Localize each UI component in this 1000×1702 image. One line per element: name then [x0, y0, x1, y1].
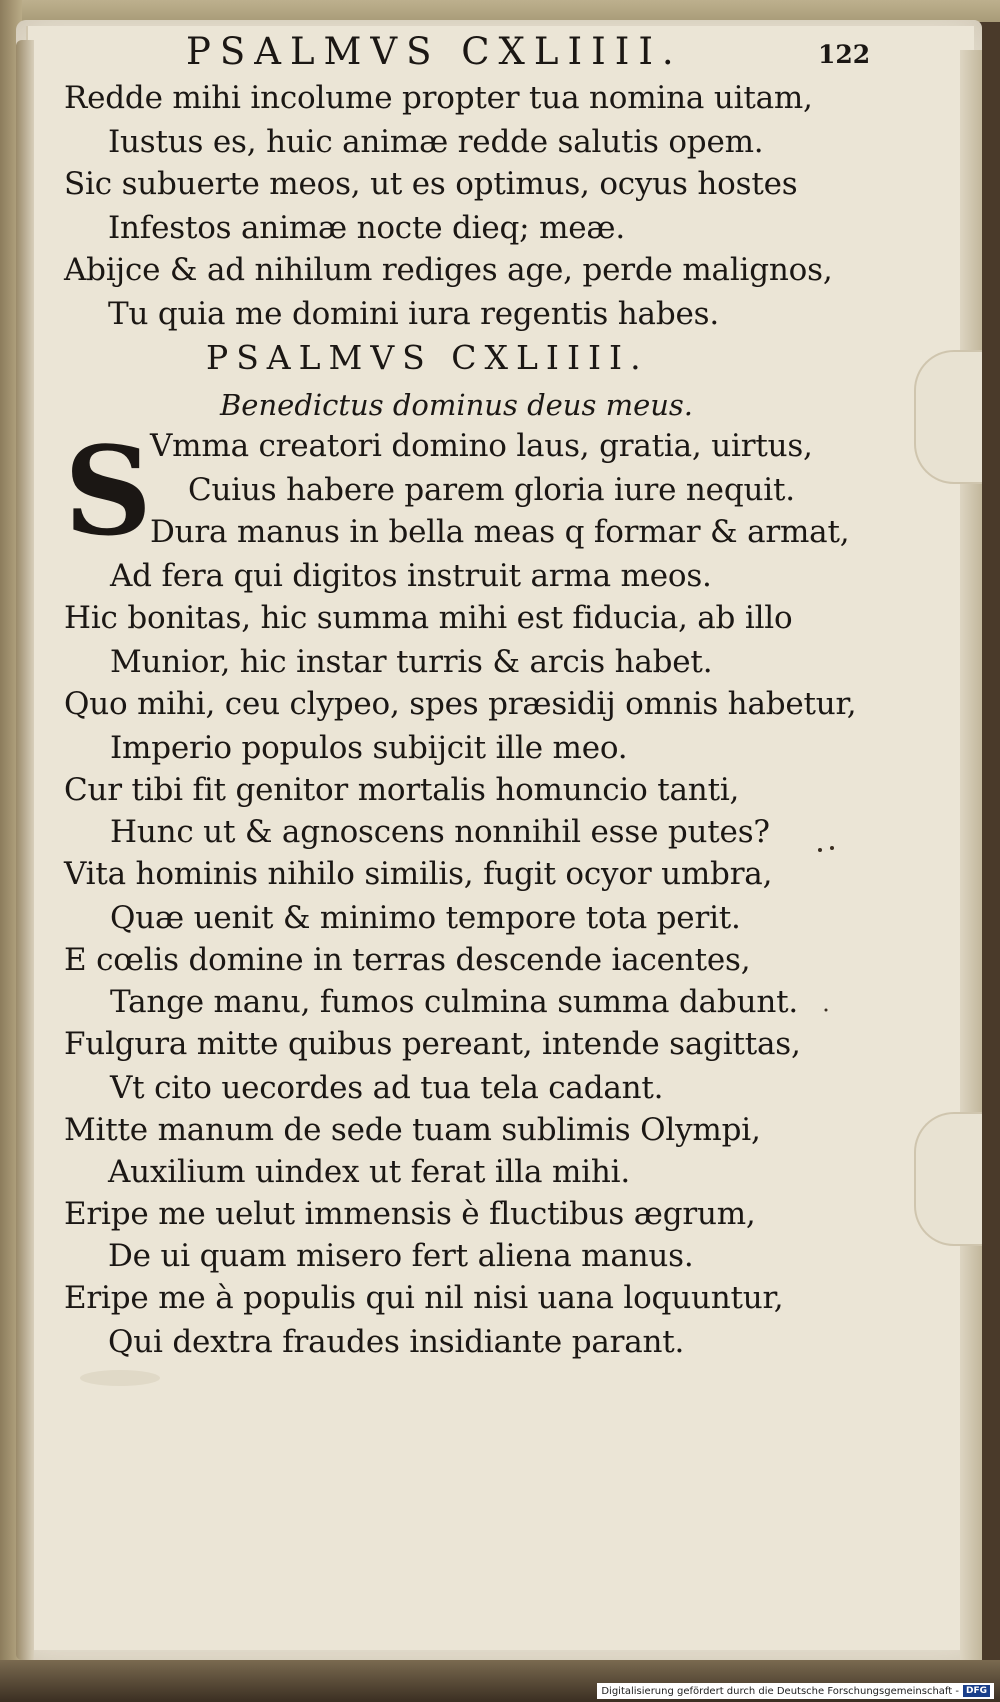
book-board-top — [0, 0, 1000, 22]
scan-footer — [0, 1660, 1000, 1702]
verse-line: Hic bonitas, hic summa mihi est fiducia, ab illo — [64, 600, 793, 636]
verse-line: Quo mihi, ceu clypeo, spes præsidij omnis habetur, — [64, 686, 857, 722]
verse-line: Tu quia me domini iura regentis habes. — [108, 296, 719, 332]
verse-line: Auxilium uindex ut ferat illa mihi. — [108, 1154, 630, 1190]
psalm-title: PSALMVS CXLIIII. — [206, 338, 649, 377]
verse-line: Vt cito uecordes ad tua tela cadant. — [110, 1070, 664, 1106]
verse-line: Munior, hic instar turris & arcis habet. — [110, 644, 713, 680]
verse-line: Ad fera qui digitos instruit arma meos. — [110, 558, 712, 594]
verse-line: Imperio populos subijcit ille meo. — [110, 730, 628, 766]
running-header: PSALMVS CXLIIII. — [186, 30, 683, 73]
drop-cap: S — [64, 419, 153, 563]
verse-line: Qui dextra fraudes insidiante parant. — [108, 1324, 685, 1360]
dfg-logo: DFG — [963, 1685, 990, 1697]
digitization-credit — [597, 1683, 994, 1699]
clasp-tab-upper — [914, 350, 982, 484]
verse-line: Cuius habere parem gloria iure nequit. — [188, 472, 795, 508]
verse-line: Abijce & ad nihilum rediges age, perde malignos, — [64, 252, 833, 288]
verse-line: Cur tibi fit genitor mortalis homuncio tanti, — [64, 772, 740, 808]
verse-line: Vita hominis nihilo similis, fugit ocyor umbra, — [64, 856, 773, 892]
verse-line: Eripe me uelut immensis è fluctibus ægrum, — [64, 1196, 756, 1232]
verse-line: Infestos animæ nocte dieq; meæ. — [108, 210, 626, 246]
verse-line: Dura manus in bella meas q formar & armat, — [150, 514, 850, 550]
verse-line: Redde mihi incolume propter tua nomina uitam, — [64, 80, 813, 116]
verse-line: Sic subuerte meos, ut es optimus, ocyus hostes — [64, 166, 798, 202]
page-number: 122 — [818, 40, 871, 69]
page-fore-edge — [960, 50, 982, 1670]
page-gutter — [16, 40, 34, 1660]
verse-line: Quæ uenit & minimo tempore tota perit. — [110, 900, 741, 936]
verse-line: De ui quam misero fert aliena manus. — [108, 1238, 694, 1274]
verse-line: Vmma creatori domino laus, gratia, uirtus, — [150, 428, 813, 464]
verse-line: Fulgura mitte quibus pereant, intende sagittas, — [64, 1026, 801, 1062]
verse-line: Tange manu, fumos culmina summa dabunt. — [110, 984, 799, 1020]
psalm-incipit: Benedictus dominus deus meus. — [220, 388, 694, 422]
verse-line: Hunc ut & agnoscens nonnihil esse putes? — [110, 814, 770, 850]
verse-line: Eripe me à populis qui nil nisi uana loquuntur, — [64, 1280, 784, 1316]
clasp-tab-lower — [914, 1112, 982, 1246]
verse-line: Mitte manum de sede tuam sublimis Olympi, — [64, 1112, 761, 1148]
verse-line: E cœlis domine in terras descende iacentes, — [64, 942, 751, 978]
credit-text: Digitalisierung gefördert durch die Deutsche Forschungsgemeinschaft - — [601, 1685, 959, 1697]
verse-line: Iustus es, huic animæ redde salutis opem. — [108, 124, 764, 160]
